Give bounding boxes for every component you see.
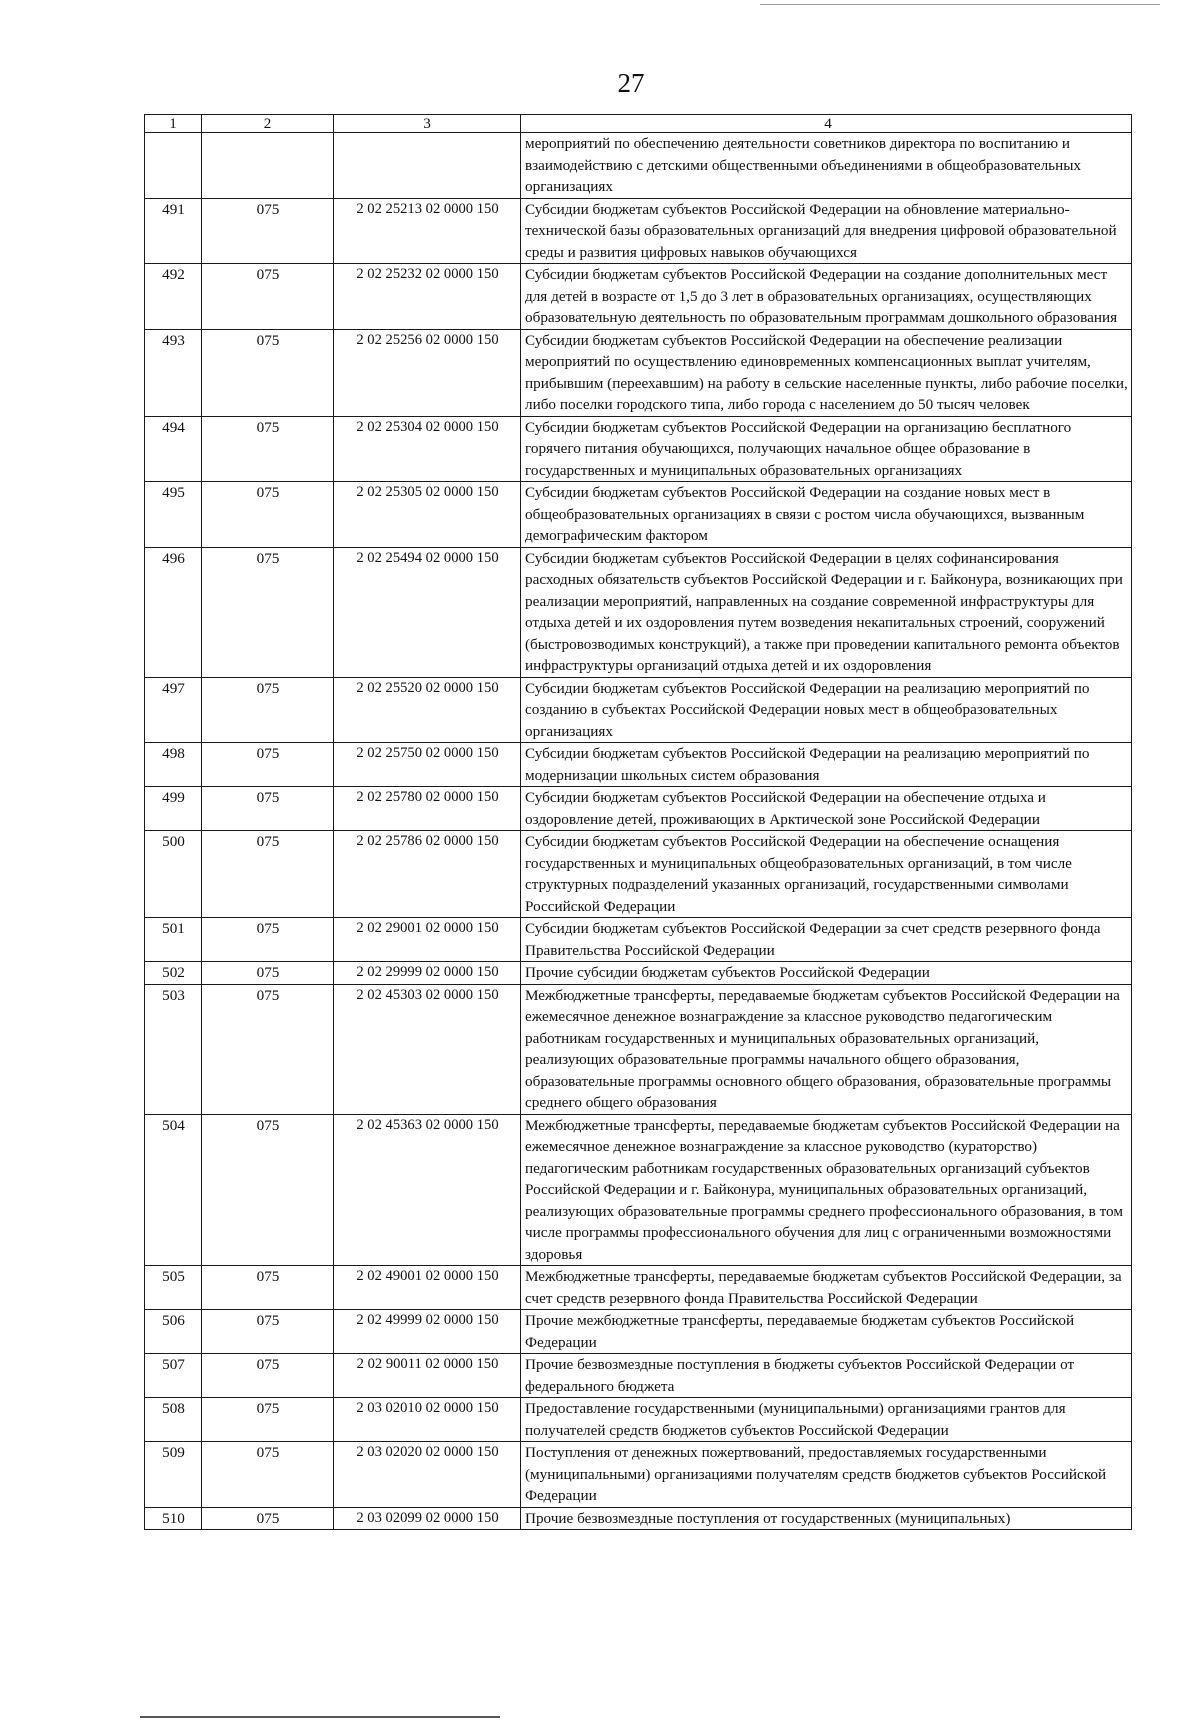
- revenue-name-cell: Поступления от денежных пожертвований, предоставляемых государственными (муниципальными) организациями получателям средств бюджетов субъектов Российской Федерации: [521, 1442, 1132, 1508]
- revenue-name-cell: Субсидии бюджетам субъектов Российской Федерации на создание новых мест в общеобразовательных организациях в связи с ростом числа обучающихся, вызванным демографическим фактором: [521, 482, 1132, 548]
- budget-code-cell: 2 02 25786 02 0000 150: [334, 831, 521, 918]
- row-number-cell: 493: [145, 329, 202, 416]
- header-col-2: 2: [202, 115, 334, 133]
- page-number: 27: [617, 68, 645, 98]
- budget-code-cell: 2 02 45363 02 0000 150: [334, 1114, 521, 1266]
- budget-code-cell: 2 02 25520 02 0000 150: [334, 677, 521, 743]
- row-number-cell: 503: [145, 984, 202, 1114]
- table-row: [145, 416, 1132, 482]
- revenue-codes-table: [144, 114, 1132, 1530]
- budget-code-cell: 2 02 25494 02 0000 150: [334, 547, 521, 677]
- revenue-name-cell: Предоставление государственными (муниципальными) организациями грантов для получателей средств бюджетов субъектов Российской Федерации: [521, 1398, 1132, 1442]
- row-number-cell: 499: [145, 787, 202, 831]
- row-number-cell: 496: [145, 547, 202, 677]
- table-row: [145, 482, 1132, 548]
- revenue-name-cell: Прочие безвозмездные поступления в бюджеты субъектов Российской Федерации от федерального бюджета: [521, 1354, 1132, 1398]
- budget-code-cell: 2 02 25780 02 0000 150: [334, 787, 521, 831]
- table-row: [145, 1310, 1132, 1354]
- revenue-name-cell: Субсидии бюджетам субъектов Российской Федерации на реализацию мероприятий по созданию в субъектах Российской Федерации новых мест в общеобразовательных организациях: [521, 677, 1132, 743]
- admin-code-cell: 075: [202, 918, 334, 962]
- table-row: [145, 677, 1132, 743]
- scan-edge-line: [760, 4, 1160, 5]
- admin-code-cell: 075: [202, 416, 334, 482]
- budget-code-cell: 2 02 25232 02 0000 150: [334, 264, 521, 330]
- revenue-name-cell: Субсидии бюджетам субъектов Российской Федерации на реализацию мероприятий по модернизации школьных систем образования: [521, 743, 1132, 787]
- table-body: [145, 133, 1132, 1530]
- admin-code-cell: 075: [202, 329, 334, 416]
- header-row: [145, 115, 1132, 133]
- budget-code-cell: 2 02 25305 02 0000 150: [334, 482, 521, 548]
- header-col-4: 4: [521, 115, 1132, 133]
- admin-code-cell: 075: [202, 677, 334, 743]
- table-row: [145, 962, 1132, 985]
- revenue-name-cell: Прочие безвозмездные поступления от государственных (муниципальных): [521, 1507, 1132, 1530]
- revenue-name-cell: Прочие субсидии бюджетам субъектов Российской Федерации: [521, 962, 1132, 985]
- admin-code-cell: [202, 133, 334, 199]
- revenue-name-cell: Субсидии бюджетам субъектов Российской Федерации на обновление материально-технической базы образовательных организаций для внедрения цифровой образовательной среды и развития цифровых навыков обучающихся: [521, 198, 1132, 264]
- budget-code-cell: 2 02 29001 02 0000 150: [334, 918, 521, 962]
- row-number-cell: 497: [145, 677, 202, 743]
- table-row: [145, 1354, 1132, 1398]
- row-number-cell: [145, 133, 202, 199]
- revenue-name-cell: Межбюджетные трансферты, передаваемые бюджетам субъектов Российской Федерации, за счет средств резервного фонда Правительства Российской Федерации: [521, 1266, 1132, 1310]
- scan-bottom-line: [140, 1716, 500, 1718]
- table-row: [145, 984, 1132, 1114]
- table-header: [145, 115, 1132, 133]
- row-number-cell: 505: [145, 1266, 202, 1310]
- budget-code-cell: [334, 133, 521, 199]
- revenue-name-cell: Межбюджетные трансферты, передаваемые бюджетам субъектов Российской Федерации на ежемесячное денежное вознаграждение за классное руководство педагогическим работникам государственных и муниципальных образовательных организаций, реализующих образовательные программы начального общего образования, образовательные программы основного общего образования, образовательные программы среднего общего образования: [521, 984, 1132, 1114]
- table-row: [145, 831, 1132, 918]
- row-number-cell: 507: [145, 1354, 202, 1398]
- revenue-name-cell: Субсидии бюджетам субъектов Российской Федерации за счет средств резервного фонда Правительства Российской Федерации: [521, 918, 1132, 962]
- admin-code-cell: 075: [202, 198, 334, 264]
- admin-code-cell: 075: [202, 264, 334, 330]
- budget-code-cell: 2 02 49001 02 0000 150: [334, 1266, 521, 1310]
- admin-code-cell: 075: [202, 787, 334, 831]
- budget-code-cell: 2 02 25213 02 0000 150: [334, 198, 521, 264]
- header-col-1: 1: [145, 115, 202, 133]
- row-number-cell: 498: [145, 743, 202, 787]
- budget-code-cell: 2 03 02099 02 0000 150: [334, 1507, 521, 1530]
- budget-code-cell: 2 02 25750 02 0000 150: [334, 743, 521, 787]
- table-row: [145, 198, 1132, 264]
- row-number-cell: 502: [145, 962, 202, 985]
- admin-code-cell: 075: [202, 1398, 334, 1442]
- admin-code-cell: 075: [202, 1310, 334, 1354]
- revenue-name-cell: Субсидии бюджетам субъектов Российской Федерации на обеспечение отдыха и оздоровление детей, проживающих в Арктической зоне Российской Федерации: [521, 787, 1132, 831]
- budget-code-cell: 2 02 49999 02 0000 150: [334, 1310, 521, 1354]
- budget-code-cell: 2 03 02020 02 0000 150: [334, 1442, 521, 1508]
- table-row: [145, 1442, 1132, 1508]
- table-row: [145, 329, 1132, 416]
- table-row: [145, 787, 1132, 831]
- budget-code-cell: 2 03 02010 02 0000 150: [334, 1398, 521, 1442]
- budget-code-cell: 2 02 25304 02 0000 150: [334, 416, 521, 482]
- row-number-cell: 509: [145, 1442, 202, 1508]
- table-row: [145, 918, 1132, 962]
- admin-code-cell: 075: [202, 1266, 334, 1310]
- admin-code-cell: 075: [202, 1354, 334, 1398]
- budget-code-cell: 2 02 90011 02 0000 150: [334, 1354, 521, 1398]
- admin-code-cell: 075: [202, 831, 334, 918]
- row-number-cell: 501: [145, 918, 202, 962]
- budget-code-cell: 2 02 25256 02 0000 150: [334, 329, 521, 416]
- row-number-cell: 494: [145, 416, 202, 482]
- admin-code-cell: 075: [202, 1507, 334, 1530]
- admin-code-cell: 075: [202, 984, 334, 1114]
- table-row: [145, 1507, 1132, 1530]
- revenue-name-cell: Прочие межбюджетные трансферты, передаваемые бюджетам субъектов Российской Федерации: [521, 1310, 1132, 1354]
- row-number-cell: 492: [145, 264, 202, 330]
- row-number-cell: 506: [145, 1310, 202, 1354]
- revenue-name-cell: Субсидии бюджетам субъектов Российской Федерации на обеспечение оснащения государственных и муниципальных общеобразовательных организаций, в том числе структурных подразделений указанных организаций, государственными символами Российской Федерации: [521, 831, 1132, 918]
- admin-code-cell: 075: [202, 547, 334, 677]
- admin-code-cell: 075: [202, 482, 334, 548]
- table-row: [145, 264, 1132, 330]
- admin-code-cell: 075: [202, 1114, 334, 1266]
- revenue-name-cell: Субсидии бюджетам субъектов Российской Федерации на создание дополнительных мест для детей в возрасте от 1,5 до 3 лет в образовательных организациях, осуществляющих образовательную деятельность по образовательным программам дошкольного образования: [521, 264, 1132, 330]
- budget-code-cell: 2 02 45303 02 0000 150: [334, 984, 521, 1114]
- header-col-3: 3: [334, 115, 521, 133]
- revenue-name-cell: Субсидии бюджетам субъектов Российской Федерации в целях софинансирования расходных обязательств субъектов Российской Федерации и г. Байконура, возникающих при реализации мероприятий, направленных на создание современной инфраструктуры для отдыха детей и их оздоровления путем возведения некапитальных строений, сооружений (быстровозводимых конструкций), а также при проведении капитального ремонта объектов инфраструктуры организаций отдыха детей и их оздоровления: [521, 547, 1132, 677]
- row-number-cell: 508: [145, 1398, 202, 1442]
- admin-code-cell: 075: [202, 962, 334, 985]
- revenue-name-cell: Межбюджетные трансферты, передаваемые бюджетам субъектов Российской Федерации на ежемесячное денежное вознаграждение за классное руководство (кураторство) педагогическим работникам государственных образовательных организаций субъектов Российской Федерации и г. Байконура, муниципальных образовательных организаций, реализующих образовательные программы среднего профессионального образования, в том числе программы профессионального обучения для лиц с ограниченными возможностями здоровья: [521, 1114, 1132, 1266]
- table-row: [145, 133, 1132, 199]
- row-number-cell: 491: [145, 198, 202, 264]
- revenue-name-cell: мероприятий по обеспечению деятельности советников директора по воспитанию и взаимодействию с детскими общественными объединениями в общеобразовательных организациях: [521, 133, 1132, 199]
- row-number-cell: 504: [145, 1114, 202, 1266]
- row-number-cell: 500: [145, 831, 202, 918]
- row-number-cell: 495: [145, 482, 202, 548]
- budget-code-cell: 2 02 29999 02 0000 150: [334, 962, 521, 985]
- revenue-name-cell: Субсидии бюджетам субъектов Российской Федерации на организацию бесплатного горячего питания обучающихся, получающих начальное общее образование в государственных и муниципальных образовательных организациях: [521, 416, 1132, 482]
- admin-code-cell: 075: [202, 1442, 334, 1508]
- table-row: [145, 1266, 1132, 1310]
- row-number-cell: 510: [145, 1507, 202, 1530]
- table-row: [145, 1398, 1132, 1442]
- revenue-name-cell: Субсидии бюджетам субъектов Российской Федерации на обеспечение реализации мероприятий по осуществлению единовременных компенсационных выплат учителям, прибывшим (переехавшим) на работу в сельские населенные пункты, либо рабочие поселки, либо поселки городского типа, либо города с населением до 50 тысяч человек: [521, 329, 1132, 416]
- table-row: [145, 547, 1132, 677]
- table-row: [145, 743, 1132, 787]
- table-row: [145, 1114, 1132, 1266]
- admin-code-cell: 075: [202, 743, 334, 787]
